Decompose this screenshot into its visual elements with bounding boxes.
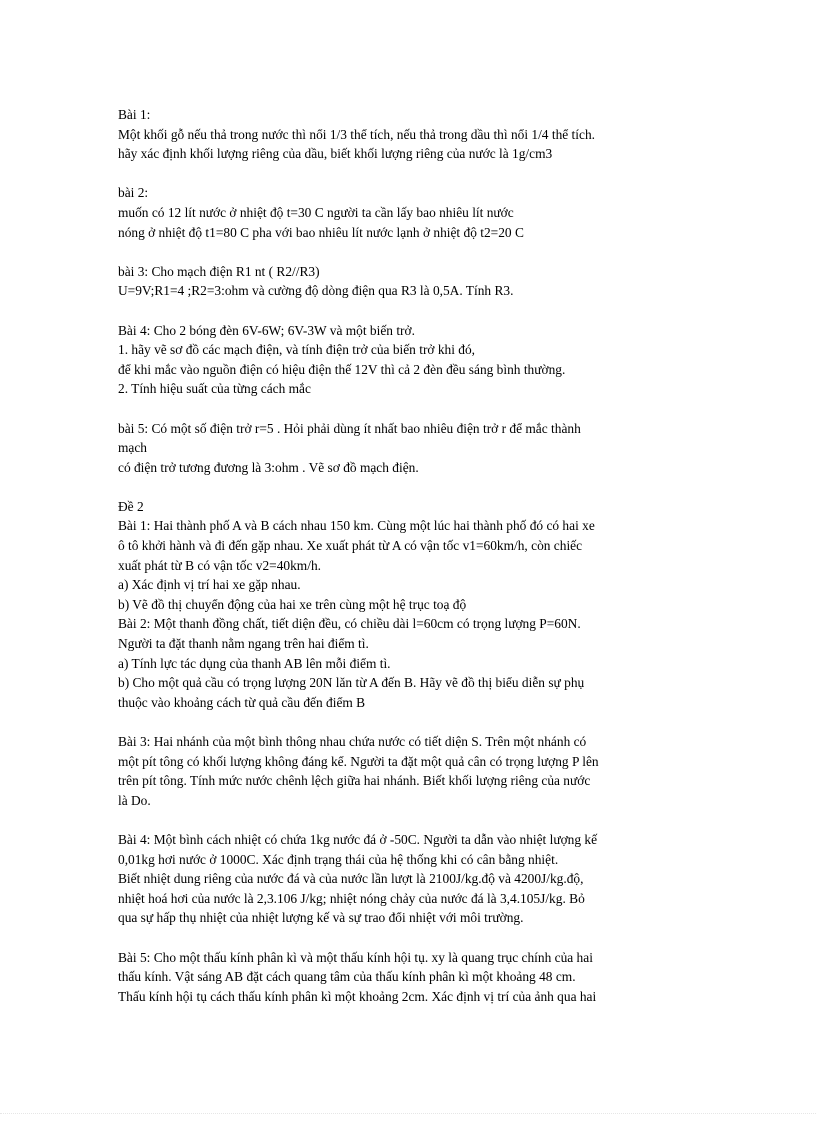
- text-line: để khi mắc vào nguồn điện có hiệu điện thế 12V thì cả 2 đèn đều sáng bình thường.: [118, 361, 566, 377]
- text-line: Bài 2: Một thanh đồng chất, tiết diện đều, có chiều dài l=60cm có trọng lượng P=60N.: [118, 616, 581, 632]
- text-line: Bài 4: Cho 2 bóng đèn 6V-6W; 6V-3W và một biến trở.: [118, 322, 415, 338]
- text-line: 1. hãy vẽ sơ đồ các mạch điện, và tính điện trở của biến trở khi đó,: [118, 342, 476, 358]
- text-line: thuộc vào khoảng cách từ quả cầu đến điểm B: [118, 694, 366, 710]
- problem-3: [118, 262, 698, 301]
- text-line: b) Cho một quả cầu có trọng lượng 20N lăn từ A đến B. Hãy vẽ đồ thị biểu diễn sự phụ: [118, 675, 585, 691]
- text-line: b) Vẽ đồ thị chuyển động của hai xe trên cùng một hệ trục toạ độ: [118, 596, 467, 612]
- text-line: muốn có 12 lít nước ở nhiệt độ t=30 C người ta cần lấy bao nhiêu lít nước: [118, 204, 514, 220]
- text-line: a) Tính lực tác dụng của thanh AB lên mỗi điểm tì.: [118, 655, 391, 671]
- problem-2: [118, 183, 698, 242]
- page-bottom-border: [0, 1113, 816, 1115]
- text-line: 0,01kg hơi nước ở 1000C. Xác định trạng thái của hệ thống khi có cân bằng nhiệt.: [118, 851, 559, 867]
- text-line: qua sự hấp thụ nhiệt của nhiệt lượng kế và sự trao đổi nhiệt với môi trường.: [118, 910, 524, 926]
- text-line: Bài 1: Hai thành phố A và B cách nhau 150 km. Cùng một lúc hai thành phố đó có hai xe: [118, 518, 595, 534]
- exam-2-problems-1-2: [118, 497, 698, 713]
- text-line: mạch: [118, 440, 147, 456]
- text-line: bài 3: Cho mạch điện R1 nt ( R2//R3): [118, 263, 320, 279]
- text-line: Người ta đặt thanh nằm ngang trên hai điểm tì.: [118, 636, 369, 652]
- text-line: hãy xác định khối lượng riêng của dầu, biết khối lượng riêng của nước là 1g/cm3: [118, 146, 553, 162]
- text-line: Một khối gỗ nếu thả trong nước thì nổi 1/3 thể tích, nếu thả trong dầu thì nổi 1/4 thể tích.: [118, 126, 595, 142]
- text-line: Bài 1:: [118, 107, 151, 122]
- text-line: nhiệt hoá hơi của nước là 2,3.106 J/kg; nhiệt nóng chảy của nước đá là 3,4.105J/kg. Bỏ: [118, 890, 585, 906]
- text-line: bài 2:: [118, 185, 149, 201]
- text-line: xuất phát từ B có vận tốc v2=40km/h.: [118, 557, 321, 573]
- text-line: thấu kính. Vật sáng AB đặt cách quang tâm của thấu kính phân kì một khoảng 48 cm.: [118, 969, 576, 985]
- text-line: Bài 4: Một bình cách nhiệt có chứa 1kg nước đá ở -50C. Người ta dẫn vào nhiệt lượng kế: [118, 831, 598, 847]
- text-line: có điện trở tương đương là 3:ohm . Vẽ sơ đồ mạch điện.: [118, 459, 419, 475]
- text-line: Bài 5: Cho một thấu kính phân kì và một thấu kính hội tụ. xy là quang trục chính của hai: [118, 949, 593, 965]
- text-line: ô tô khởi hành và đi đến gặp nhau. Xe xuất phát từ A có vận tốc v1=60km/h, còn chiếc: [118, 538, 583, 554]
- text-line: Thấu kính hội tụ cách thấu kính phân kì một khoảng 2cm. Xác định vị trí của ảnh qua hai: [118, 988, 597, 1004]
- document-body: [118, 105, 698, 1006]
- exam-2-problem-4: [118, 830, 698, 928]
- text-line: Biết nhiệt dung riêng của nước đá và của nước lần lượt là 2100J/kg.độ và 4200J/kg.độ,: [118, 871, 584, 887]
- problem-5: [118, 419, 698, 478]
- exam-2-problem-3: [118, 732, 698, 810]
- text-line: U=9V;R1=4 ;R2=3:ohm và cường độ dòng điện qua R3 là 0,5A. Tính R3.: [118, 283, 514, 299]
- text-line: một pít tông có khối lượng không đáng kể. Người ta đặt một quả cân có trọng lượng P lên: [118, 753, 599, 769]
- problem-1: [118, 105, 698, 164]
- text-line: trên pít tông. Tính mức nước chênh lệch giữa hai nhánh. Biết khối lượng riêng của nước: [118, 773, 591, 789]
- text-line: bài 5: Có một số điện trở r=5 . Hỏi phải dùng ít nhất bao nhiêu điện trở r để mắc thành: [118, 420, 581, 436]
- text-line: nóng ở nhiệt độ t1=80 C pha với bao nhiêu lít nước lạnh ở nhiệt độ t2=20 C: [118, 224, 524, 240]
- text-line: Bài 3: Hai nhánh của một bình thông nhau chứa nước có tiết diện S. Trên một nhánh có: [118, 734, 587, 749]
- text-line: a) Xác định vị trí hai xe gặp nhau.: [118, 577, 301, 593]
- text-line: 2. Tính hiệu suất của từng cách mắc: [118, 381, 311, 397]
- problem-4: [118, 321, 698, 399]
- section-heading: Đề 2: [118, 498, 144, 514]
- exam-2-problem-5: [118, 948, 698, 1007]
- text-line: là Do.: [118, 792, 151, 808]
